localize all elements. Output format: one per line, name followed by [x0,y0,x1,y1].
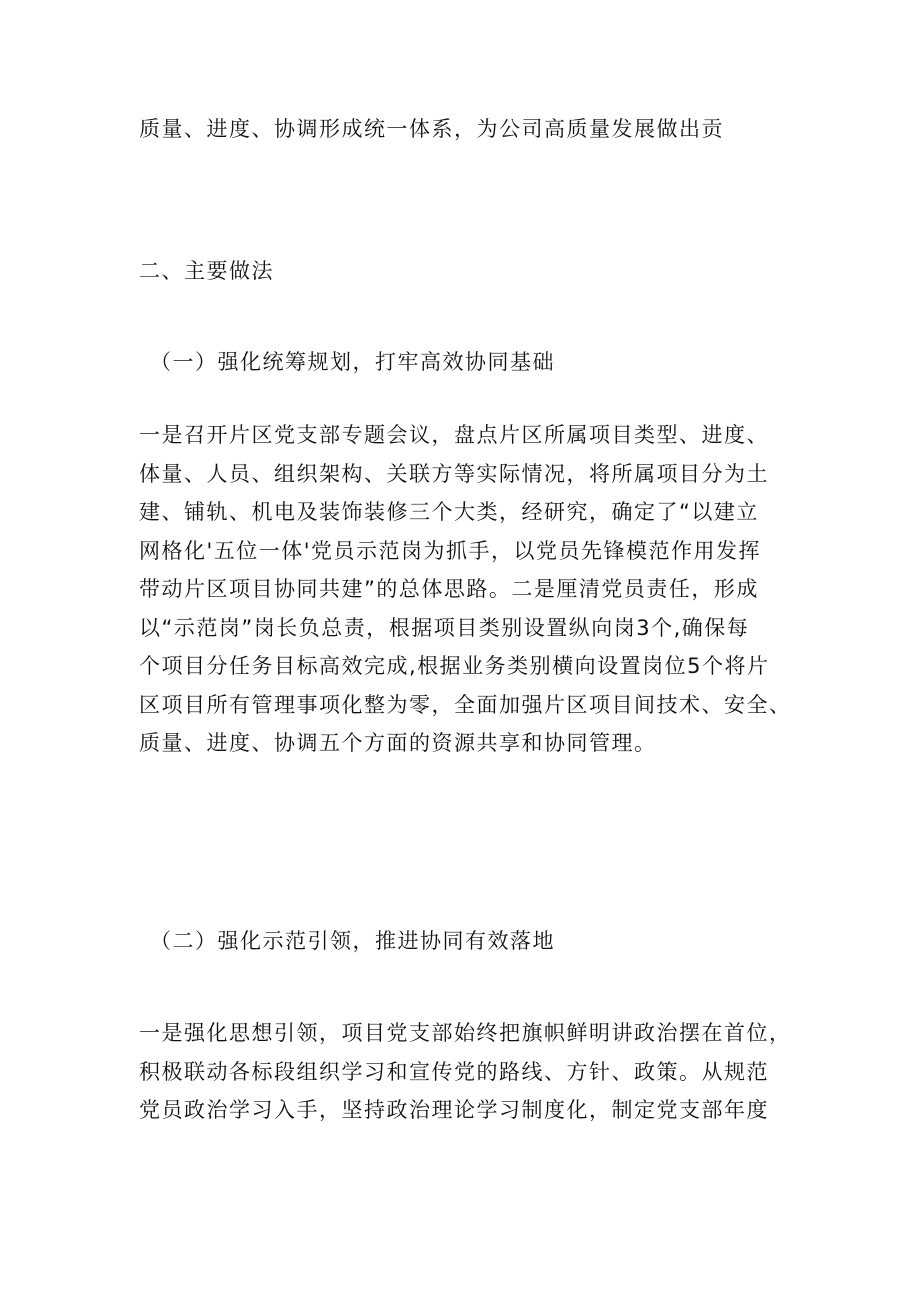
paragraph-1-line: 带动片区项目协同共建”的总体思路。二是厘清党员责任，形成 [139,577,759,601]
paragraph-1-line: 一是召开片区党支部专题会议，盘点片区所属项目类型、进度、 [139,423,769,447]
paragraph-2-line: 党员政治学习入手，坚持政治理论学习制度化，制定党支部年度 [139,1098,769,1122]
paragraph-1-line: 网格化'五位一体'党员示范岗为抓手，以党员先锋模范作用发挥 [139,538,762,563]
paragraph-1-line: 质量、进度、协调五个方面的资源共享和协同管理。 [139,731,657,755]
section-heading: 二、主要做法 [139,259,274,283]
paragraph-2-line: 一是强化思想引领，项目党支部始终把旗帜鲜明讲政治摆在首位， [139,1021,792,1045]
paragraph-2 [139,1014,799,1130]
subsection-heading-1: （一）强化统筹规划，打牢高效协同基础 [150,350,555,374]
paragraph-1-line: 个项目分任务目标高效完成,根据业务类别横向设置岗位5个将片 [139,654,770,678]
paragraph-1-line: 以“示范岗”岗长负总责，根据项目类别设置纵向岗3个,确保每 [139,615,750,640]
paragraph-continuation-line: 质量、进度、协调形成统一体系，为公司高质量发展做出贡 [139,117,724,141]
paragraph-1-line: 建、铺轨、机电及装饰装修三个大类，经研究，确定了“以建立 [139,500,759,524]
paragraph-1-line: 区项目所有管理事项化整为零，全面加强片区项目间技术、安全、 [139,692,792,717]
paragraph-2-line: 积极联动各标段组织学习和宣传党的路线、方针、政策。从规范 [139,1059,769,1084]
paragraph-1 [139,416,799,763]
paragraph-1-line: 体量、人员、组织架构、关联方等实际情况，将所属项目分为土 [139,461,769,486]
subsection-heading-2: （二）强化示范引领，推进协同有效落地 [150,929,555,953]
